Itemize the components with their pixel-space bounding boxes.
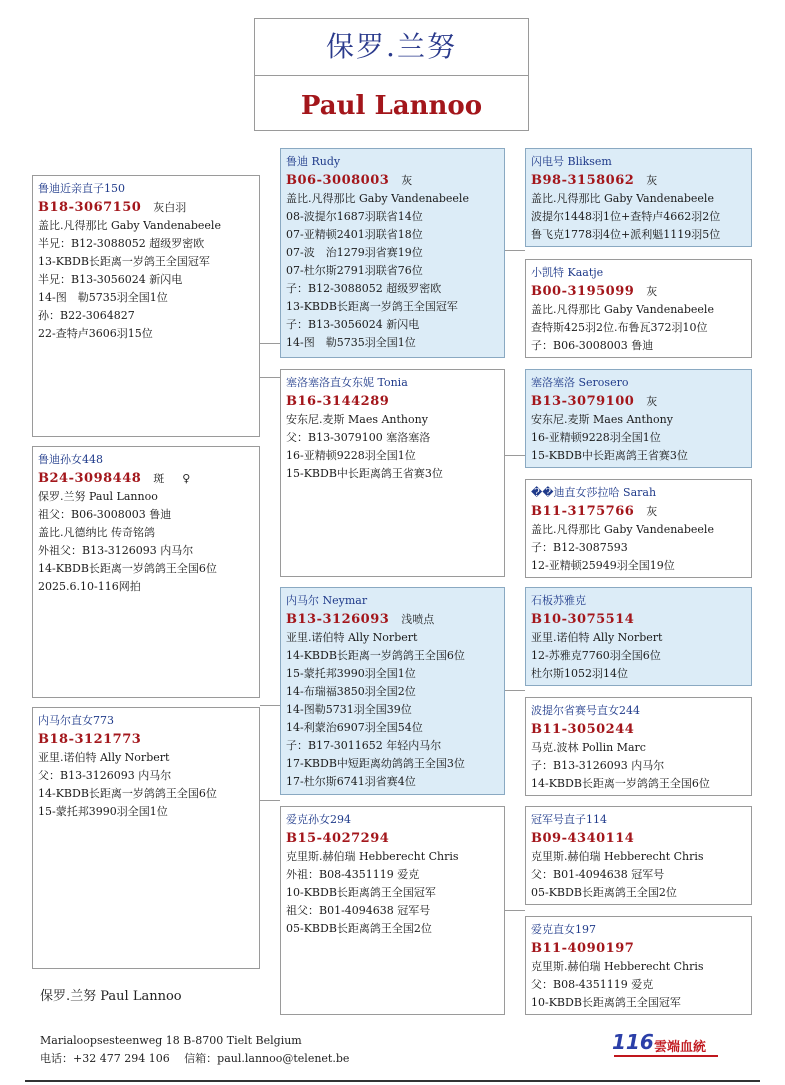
connector bbox=[260, 377, 280, 378]
info-line: 盖比.凡得那比 Gaby Vandenabeele bbox=[531, 192, 714, 205]
ring-number: B13-3126093 bbox=[286, 612, 390, 627]
pigeon-card-aike-daughter[interactable] bbox=[525, 916, 752, 1015]
pigeon-card-suyake[interactable] bbox=[525, 587, 752, 686]
pigeon-color: 灰 bbox=[646, 395, 658, 408]
brand-logo bbox=[612, 1030, 722, 1060]
info-line: 14-图 勒5735羽全国1位 bbox=[38, 291, 168, 304]
footer-contact bbox=[40, 1032, 349, 1068]
info-line: 07-亚精顿2401羽联省18位 bbox=[286, 228, 423, 241]
pigeon-card-aike-granddaughter[interactable] bbox=[280, 806, 505, 1015]
pigeon-name: 内马尔直女773 bbox=[38, 714, 114, 727]
info-line: 亚里.诺伯特 Ally Norbert bbox=[531, 631, 663, 644]
title-box bbox=[254, 18, 529, 131]
connector bbox=[260, 343, 280, 344]
info-line: 15-KBDB中长距离鸽王省赛3位 bbox=[531, 449, 688, 462]
ring-number: B16-3144289 bbox=[286, 394, 390, 409]
connector bbox=[505, 910, 525, 911]
pigeon-card-subject-daughter[interactable] bbox=[32, 707, 260, 969]
pigeon-color: 灰 bbox=[646, 285, 658, 298]
footer-divider bbox=[25, 1080, 760, 1082]
info-line: 12-苏雅克7760羽全国6位 bbox=[531, 649, 661, 662]
info-line: 14-KBDB长距离一岁鸽鸽王全国6位 bbox=[38, 787, 217, 800]
owner-name-cn: 保罗.兰努 bbox=[255, 19, 528, 76]
info-line: 半兄：B12-3088052 超级罗密欧 bbox=[38, 237, 205, 250]
pigeon-card-subject-son[interactable] bbox=[32, 175, 260, 437]
address: Marialoopsesteenweg 18 B-8700 Tielt Belgium bbox=[40, 1034, 302, 1047]
info-line: 父：B13-3079100 塞洛塞洛 bbox=[286, 431, 431, 444]
info-line: 外祖父：B13-3126093 内马尔 bbox=[38, 544, 194, 557]
info-line: 15-KBDB中长距离鸽王省赛3位 bbox=[286, 467, 443, 480]
info-line: 盖比.凡得那比 Gaby Vandenabeele bbox=[531, 303, 714, 316]
info-line: 父：B08-4351119 爱克 bbox=[531, 978, 654, 991]
pigeon-color: 灰 bbox=[646, 505, 658, 518]
info-line: 05-KBDB长距离鸽王全国2位 bbox=[286, 922, 432, 935]
logo-number: 116 bbox=[612, 1030, 654, 1054]
info-line: 子：B17-3011652 年轻内马尔 bbox=[286, 739, 442, 752]
info-line: 15-蒙托邦3990羽全国1位 bbox=[286, 667, 416, 680]
info-line: 克里斯.赫伯瑞 Hebberecht Chris bbox=[531, 850, 704, 863]
info-line: 安东尼.麦斯 Maes Anthony bbox=[531, 413, 673, 426]
info-line: 盖比.凡得那比 Gaby Vandenabeele bbox=[38, 219, 221, 232]
info-line: 查特斯425羽2位.布鲁瓦372羽10位 bbox=[531, 321, 708, 334]
pigeon-card-tonia[interactable] bbox=[280, 369, 505, 577]
info-line: 14-KBDB长距离一岁鸽鸽王全国6位 bbox=[286, 649, 465, 662]
info-line: 子：B12-3087593 bbox=[531, 541, 628, 554]
info-line: 14-利蒙治6907羽全国54位 bbox=[286, 721, 423, 734]
pigeon-card-pollin[interactable] bbox=[525, 697, 752, 796]
ring-number: B15-4027294 bbox=[286, 831, 390, 846]
info-line: 祖父：B06-3008003 鲁迪 bbox=[38, 508, 172, 521]
pigeon-name: 鲁迪近亲直子150 bbox=[38, 182, 125, 195]
pigeon-name: 爱克直女197 bbox=[531, 923, 596, 936]
info-line: 保罗.兰努 Paul Lannoo bbox=[38, 490, 158, 503]
ring-number: B24-3098448 bbox=[38, 471, 142, 486]
info-line: 07-杜尔斯2791羽联省76位 bbox=[286, 264, 423, 277]
pigeon-color: 灰 bbox=[646, 174, 658, 187]
logo-underline bbox=[614, 1055, 718, 1057]
info-line: 16-亚精顿9228羽全国1位 bbox=[286, 449, 416, 462]
pigeon-color: 斑 bbox=[153, 472, 165, 485]
pigeon-sex: ♀ bbox=[182, 472, 191, 485]
connector bbox=[260, 705, 280, 706]
pigeon-name: 石板苏雅克 bbox=[531, 594, 586, 607]
info-line: 子：B13-3126093 内马尔 bbox=[531, 759, 665, 772]
pigeon-card-champion-son[interactable] bbox=[525, 806, 752, 905]
connector bbox=[260, 800, 280, 801]
info-line: 16-亚精顿9228羽全国1位 bbox=[531, 431, 661, 444]
pigeon-card-rudy[interactable] bbox=[280, 148, 505, 358]
info-line: 盖比.凡得那比 Gaby Vandenabeele bbox=[286, 192, 469, 205]
pigeon-card-bliksem[interactable] bbox=[525, 148, 752, 247]
info-line: 盖比.凡德纳比 传奇铭鸽 bbox=[38, 526, 155, 539]
pigeon-name: 塞洛塞洛直女东妮 Tonia bbox=[286, 376, 408, 389]
ring-number: B10-3075514 bbox=[531, 612, 635, 627]
info-line: 22-查特卢3606羽15位 bbox=[38, 327, 153, 340]
info-line: 08-波提尔1687羽联省14位 bbox=[286, 210, 423, 223]
info-line: 05-KBDB长距离鸽王全国2位 bbox=[531, 886, 677, 899]
logo-text: 雲端血統 bbox=[654, 1040, 707, 1055]
info-line: 子：B06-3008003 鲁迪 bbox=[531, 339, 654, 352]
info-line: 盖比.凡得那比 Gaby Vandenabeele bbox=[531, 523, 714, 536]
pigeon-color: 浅喷点 bbox=[401, 613, 435, 626]
contact-info: 电话：+32 477 294 106 信箱：paul.lannoo@telenet.be bbox=[40, 1052, 350, 1065]
info-line: 17-KBDB中短距离幼鸽鸽王全国3位 bbox=[286, 757, 465, 770]
pigeon-card-sarah[interactable] bbox=[525, 479, 752, 578]
info-line: 12-亚精顿25949羽全国19位 bbox=[531, 559, 675, 572]
info-line: 10-KBDB长距离鸽王全国冠军 bbox=[531, 996, 681, 1009]
connector bbox=[505, 250, 525, 251]
pigeon-color: 灰 bbox=[401, 174, 413, 187]
info-line: 子：B12-3088052 超级罗密欧 bbox=[286, 282, 442, 295]
ring-number: B13-3079100 bbox=[531, 394, 635, 409]
info-line: 外祖：B08-4351119 爱克 bbox=[286, 868, 420, 881]
pigeon-name: ��迪直女莎拉哈 Sarah bbox=[531, 486, 657, 499]
info-line: 17-杜尔斯6741羽省赛4位 bbox=[286, 775, 416, 788]
info-line: 马克.波林 Pollin Marc bbox=[531, 741, 646, 754]
info-line: 07-波 治1279羽省赛19位 bbox=[286, 246, 423, 259]
pigeon-name: 鲁迪 Rudy bbox=[286, 155, 341, 168]
pigeon-name: 爱克孙女294 bbox=[286, 813, 351, 826]
info-line: 14-KBDB长距离一岁鸽鸽王全国6位 bbox=[38, 562, 217, 575]
info-line: 14-布瑞福3850羽全国2位 bbox=[286, 685, 416, 698]
info-line: 半兄：B13-3056024 新闪电 bbox=[38, 273, 183, 286]
owner-signature: 保罗.兰努 Paul Lannoo bbox=[40, 989, 182, 1004]
info-line: 子：B13-3056024 新闪电 bbox=[286, 318, 420, 331]
pigeon-color: 灰白羽 bbox=[153, 201, 187, 214]
connector bbox=[505, 455, 525, 456]
pigeon-name: 波提尔省赛号直女244 bbox=[531, 704, 640, 717]
info-line: 父：B13-3126093 内马尔 bbox=[38, 769, 172, 782]
info-line: 10-KBDB长距离鸽王全国冠军 bbox=[286, 886, 436, 899]
pigeon-card-neymar[interactable] bbox=[280, 587, 505, 795]
info-line: 克里斯.赫伯瑞 Hebberecht Chris bbox=[531, 960, 704, 973]
info-line: 14-KBDB长距离一岁鸽鸽王全国6位 bbox=[531, 777, 710, 790]
pigeon-name: 小凯特 Kaatje bbox=[531, 266, 604, 279]
info-line: 波提尔1448羽1位+查特卢4662羽2位 bbox=[531, 210, 721, 223]
ring-number: B11-3050244 bbox=[531, 722, 635, 737]
info-line: 14-图 勒5735羽全国1位 bbox=[286, 336, 416, 349]
info-line: 2025.6.10-116网拍 bbox=[38, 580, 141, 593]
ring-number: B11-3175766 bbox=[531, 504, 635, 519]
info-line: 父：B01-4094638 冠军号 bbox=[531, 868, 665, 881]
ring-number: B00-3195099 bbox=[531, 284, 635, 299]
info-line: 安东尼.麦斯 Maes Anthony bbox=[286, 413, 428, 426]
pigeon-name: 冠军号直子114 bbox=[531, 813, 607, 826]
info-line: 亚里.诺伯特 Ally Norbert bbox=[286, 631, 418, 644]
info-line: 亚里.诺伯特 Ally Norbert bbox=[38, 751, 170, 764]
pigeon-card-serosero[interactable] bbox=[525, 369, 752, 468]
info-line: 祖父：B01-4094638 冠军号 bbox=[286, 904, 431, 917]
info-line: 13-KBDB长距离一岁鸽王全国冠军 bbox=[286, 300, 458, 313]
ring-number: B18-3121773 bbox=[38, 732, 142, 747]
pigeon-card-subject-main[interactable] bbox=[32, 446, 260, 698]
ring-number: B09-4340114 bbox=[531, 831, 635, 846]
connector bbox=[505, 690, 525, 691]
ring-number: B11-4090197 bbox=[531, 941, 635, 956]
pigeon-name: 闪电号 Bliksem bbox=[531, 155, 612, 168]
pigeon-name: 鲁迪孙女448 bbox=[38, 453, 103, 466]
info-line: 孙：B22-3064827 bbox=[38, 309, 135, 322]
ring-number: B06-3008003 bbox=[286, 173, 390, 188]
owner-name-en: Paul Lannoo bbox=[300, 91, 483, 121]
info-line: 杜尔斯1052羽14位 bbox=[531, 667, 628, 680]
info-line: 14-图勒5731羽全国39位 bbox=[286, 703, 412, 716]
info-line: 克里斯.赫伯瑞 Hebberecht Chris bbox=[286, 850, 459, 863]
info-line: 15-蒙托邦3990羽全国1位 bbox=[38, 805, 168, 818]
pigeon-card-kaatje[interactable] bbox=[525, 259, 752, 358]
pigeon-name: 塞洛塞洛 Serosero bbox=[531, 376, 629, 389]
ring-number: B18-3067150 bbox=[38, 200, 142, 215]
info-line: 鲁飞克1778羽4位+派利魁1119羽5位 bbox=[531, 228, 721, 241]
pigeon-name: 内马尔 Neymar bbox=[286, 594, 368, 607]
info-line: 13-KBDB长距离一岁鸽王全国冠军 bbox=[38, 255, 210, 268]
ring-number: B98-3158062 bbox=[531, 173, 635, 188]
